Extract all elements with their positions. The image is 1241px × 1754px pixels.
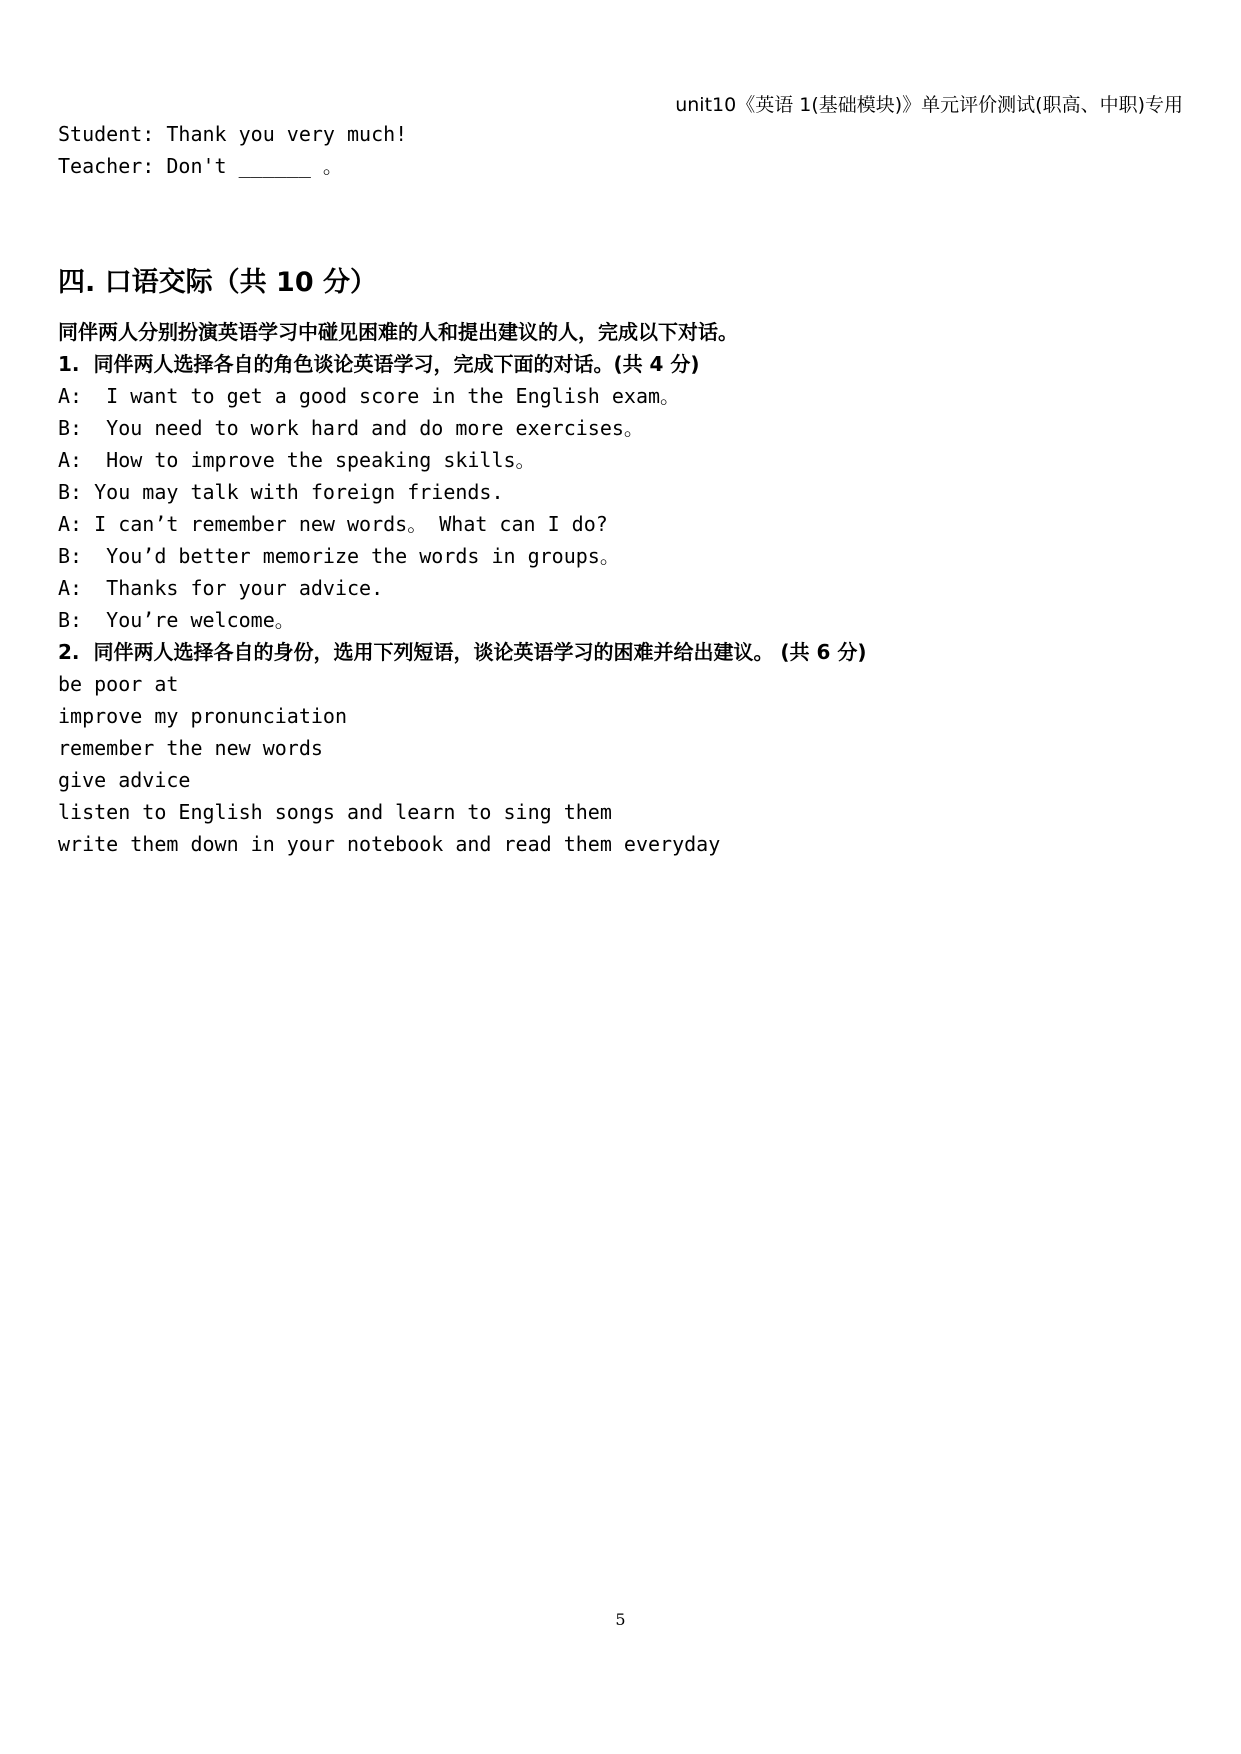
task2-title: 2. 同伴两人选择各自的身份，选用下列短语，谈论英语学习的困难并给出建议。 (共 6 分)	[58, 640, 867, 664]
page-header: unit10《英语 1(基础模块)》单元评价测试(职高、中职)专用	[675, 94, 1183, 116]
dialogue-line: Student: Thank you very much!	[58, 122, 408, 146]
task2-phrase: remember the new words	[58, 736, 323, 760]
task1-line: B: You’re welcome。	[58, 608, 295, 632]
task1-line: B: You may talk with foreign friends.	[58, 480, 504, 504]
task2-phrase: give advice	[58, 768, 191, 792]
section-body	[58, 316, 1183, 860]
task1-line: B: You’d better memorize the words in groups。	[58, 544, 620, 568]
task1-line: A: How to improve the speaking skills。	[58, 448, 536, 472]
page-number: 5	[615, 1610, 626, 1629]
task2-phrase: be poor at	[58, 672, 179, 696]
task1-line: A: Thanks for your advice.	[58, 576, 384, 600]
dialogue-line: Teacher: Don't ______ 。	[58, 154, 343, 178]
task1-line: A: I can’t remember new words。 What can I do?	[58, 512, 608, 536]
task1-line: B: You need to work hard and do more exercises。	[58, 416, 644, 440]
task1-title: 1. 同伴两人选择各自的角色谈论英语学习，完成下面的对话。(共 4 分)	[58, 352, 700, 376]
task2-phrase: write them down in your notebook and read them everyday	[58, 832, 721, 856]
section-title: 四. 口语交际（共 10 分）	[58, 267, 378, 298]
task2-phrase: listen to English songs and learn to sing them	[58, 800, 612, 824]
top-dialogue	[58, 118, 1183, 182]
section-instruction: 同伴两人分别扮演英语学习中碰见困难的人和提出建议的人，完成以下对话。	[58, 320, 738, 344]
task1-line: A: I want to get a good score in the English exam。	[58, 384, 681, 408]
task2-phrase: improve my pronunciation	[58, 704, 347, 728]
